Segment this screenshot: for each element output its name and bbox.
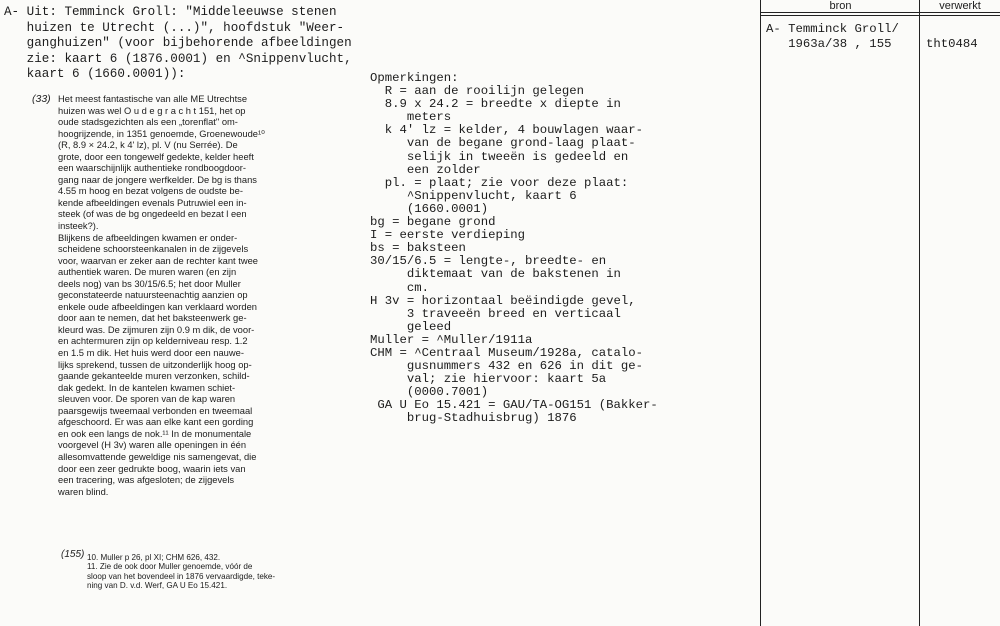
remark-line: meters xyxy=(370,110,452,125)
passage-line: een tracering, was afgesloten; de zijgevels xyxy=(58,475,235,486)
passage-line: deels nog) van bs 30/15/6.5; het door Muller xyxy=(58,278,241,289)
header-line: zie: kaart 6 (1876.0001) en ^Snippenvlucht, xyxy=(4,51,352,66)
remark-line: Muller = ^Muller/1911a xyxy=(370,332,533,347)
remark-line: van de begane grond-laag plaat- xyxy=(370,136,636,151)
remark-line: diktemaat van de bakstenen in xyxy=(370,267,621,282)
footnote-line: 11. Zie de ook door Muller genoemde, vóór de xyxy=(87,562,253,572)
passage-line: paarsgewijs tweemaal verbonden en tweemaal xyxy=(58,405,253,416)
table-header-rule xyxy=(760,15,1000,16)
remark-line: GA U Eo 15.421 = GAU/TA-OG151 (Bakker- xyxy=(370,398,658,413)
passage-line: door een zeer gedrukte boog, waarin iets van xyxy=(58,463,246,474)
column-header-verwerkt: verwerkt xyxy=(939,0,981,12)
remark-line: CHM = ^Centraal Museum/1928a, catalo- xyxy=(370,345,644,360)
passage-line: geconstateerde natuursteenachtig aanzien op xyxy=(58,290,248,301)
passage-line: dak gedekt. In de kantelen kwamen schiet- xyxy=(58,382,236,393)
footnote-line: 10. Muller p 26, pl XI; CHM 626, 432. xyxy=(87,553,221,562)
remark-line: val; zie hiervoor: kaart 5a xyxy=(370,372,607,387)
remark-line: (1660.0001) xyxy=(370,201,489,216)
table-left-rule xyxy=(760,0,761,626)
passage-line: gaande gekanteelde muren verzonken, schild- xyxy=(58,371,250,382)
header-line: kaart 6 (1660.0001)): xyxy=(4,67,186,82)
source-header xyxy=(4,5,366,83)
passage-line: grote, door een tongewelf gedekte, kelder heeft xyxy=(58,151,254,162)
remark-line: brug-Stadhuisbrug) 1876 xyxy=(370,411,577,426)
remark-line: gusnummers 432 en 626 in dit ge- xyxy=(370,359,644,374)
footnote-line: ning van D. v.d. Werf, GA U Eo 15.421. xyxy=(87,581,228,591)
remark-line: k 4' lz = kelder, 4 bouwlagen waar- xyxy=(370,123,644,138)
remark-line: ^Snippenvlucht, kaart 6 xyxy=(370,188,577,203)
passage-line: Het meest fantastische van alle ME Utrechtse xyxy=(58,94,248,104)
passage-text xyxy=(58,94,346,498)
remarks-block xyxy=(370,72,700,426)
passage-line: voor, waarvan er zeker aan de rechter kant twee xyxy=(58,255,258,266)
header-line: A- Uit: Temminck Groll: "Middeleeuwse stenen xyxy=(4,5,337,19)
remark-line: bg = begane grond xyxy=(370,215,496,230)
passage-line: voorgevel (H 3v) waren alle openingen in één xyxy=(58,440,247,451)
passage-line: Blijkens de afbeeldingen kwamen er onder- xyxy=(58,232,238,243)
header-line: ganghuizen" (voor bijbehorende afbeeldingen xyxy=(4,36,352,51)
passage-line: (R, 8.9 × 24.2, k 4' lz), pl. V (nu Serrée). De xyxy=(58,140,238,151)
remark-line: R = aan de rooilijn gelegen xyxy=(370,84,585,99)
passage-line: 4.55 m hoog en bezat volgens de oudste be- xyxy=(58,186,243,197)
passage-line: authentiek waren. De muren waren (en zijn xyxy=(58,267,237,278)
remark-line: pl. = plaat; zie voor deze plaat: xyxy=(370,175,629,190)
passage-number: (33) xyxy=(32,93,51,105)
remark-line: geleed xyxy=(370,319,452,334)
passage-line: en achtermuren zijn op kelderniveau resp. 1.2 xyxy=(58,336,248,347)
table-divider-rule xyxy=(919,0,920,626)
table-top-rule xyxy=(760,12,1000,13)
remark-line: bs = baksteen xyxy=(370,241,466,256)
bron-line: A- Temminck Groll/ xyxy=(766,22,899,36)
bron-line: 1963a/38 , 155 xyxy=(766,37,892,51)
passage-line: oude stadsgezichten als een „torenflat" om- xyxy=(58,117,238,128)
passage-line: huizen was wel O u d e g r a c h t 151, het op xyxy=(58,105,246,116)
passage-line: gang naar de jongere werfkelder. De bg is thans xyxy=(58,174,257,185)
passage-line: een waarschijnlijk authentieke rondboogdoor- xyxy=(58,163,247,174)
passage-line: en 1.5 m dik. Het huis werd door een nauwe- xyxy=(58,348,244,359)
footnote-page-mark: (155) xyxy=(61,549,85,560)
remark-line: 3 traveeën breed en verticaal xyxy=(370,306,621,321)
remark-line: (0000.7001) xyxy=(370,385,489,400)
bron-entry xyxy=(766,22,921,52)
passage-line: afgeschoord. Er was aan elke kant een gording xyxy=(58,417,254,428)
remark-line: I = eerste verdieping xyxy=(370,228,525,243)
column-header-bron: bron xyxy=(829,0,852,12)
passage-line: sleuven voor. De sporen van de kap waren xyxy=(58,394,236,405)
passage-line: allesomvattende geweldige nis samengevat, die xyxy=(58,451,257,462)
remark-line: cm. xyxy=(370,280,430,295)
remark-line: Opmerkingen: xyxy=(370,71,459,85)
passage-line: en ook een langs de nok.¹¹ In de monumentale xyxy=(58,428,252,439)
footnote-text xyxy=(87,553,347,591)
passage-line: door aan te nemen, dat het baksteenwerk ge- xyxy=(58,313,247,324)
passage-line: enkele oude afbeeldingen kan verklaard worden xyxy=(58,301,257,312)
passage-line: waren blind. xyxy=(58,486,109,497)
remark-line: een zolder xyxy=(370,162,481,177)
passage-line: insteek?). xyxy=(58,221,99,232)
remark-line: 30/15/6.5 = lengte-, breedte- en xyxy=(370,254,607,269)
passage-line: kleurd was. De zijmuren zijn 0.9 m dik, de voor- xyxy=(58,324,255,335)
remark-line: H 3v = horizontaal beëindigde gevel, xyxy=(370,293,636,308)
verwerkt-entry: tht0484 xyxy=(926,37,978,51)
footnote-line: sloop van het bovendeel in 1876 vervaardigde, teke- xyxy=(87,571,276,581)
passage-line: steek (of was de bg ongedeeld en bezat l een xyxy=(58,209,247,220)
remark-line: selijk in tweeën is gedeeld en xyxy=(370,149,629,164)
header-line: huizen te Utrecht (...)", hoofdstuk "Weer- xyxy=(4,20,345,35)
remark-line: 8.9 x 24.2 = breedte x diepte in xyxy=(370,97,621,112)
quoted-passage xyxy=(32,93,346,498)
footnotes xyxy=(61,549,347,591)
passage-line: lijks sprekend, tussen de uitzonderlijk hoog op- xyxy=(58,359,252,370)
passage-line: hoogrijzende, in 1351 genoemde, Groenewoude¹⁰ xyxy=(58,128,265,139)
passage-line: kende afbeeldingen evenals Putruwiel een in- xyxy=(58,197,247,208)
passage-line: scheidene schoorsteenkanalen in de zijgevels xyxy=(58,244,249,255)
